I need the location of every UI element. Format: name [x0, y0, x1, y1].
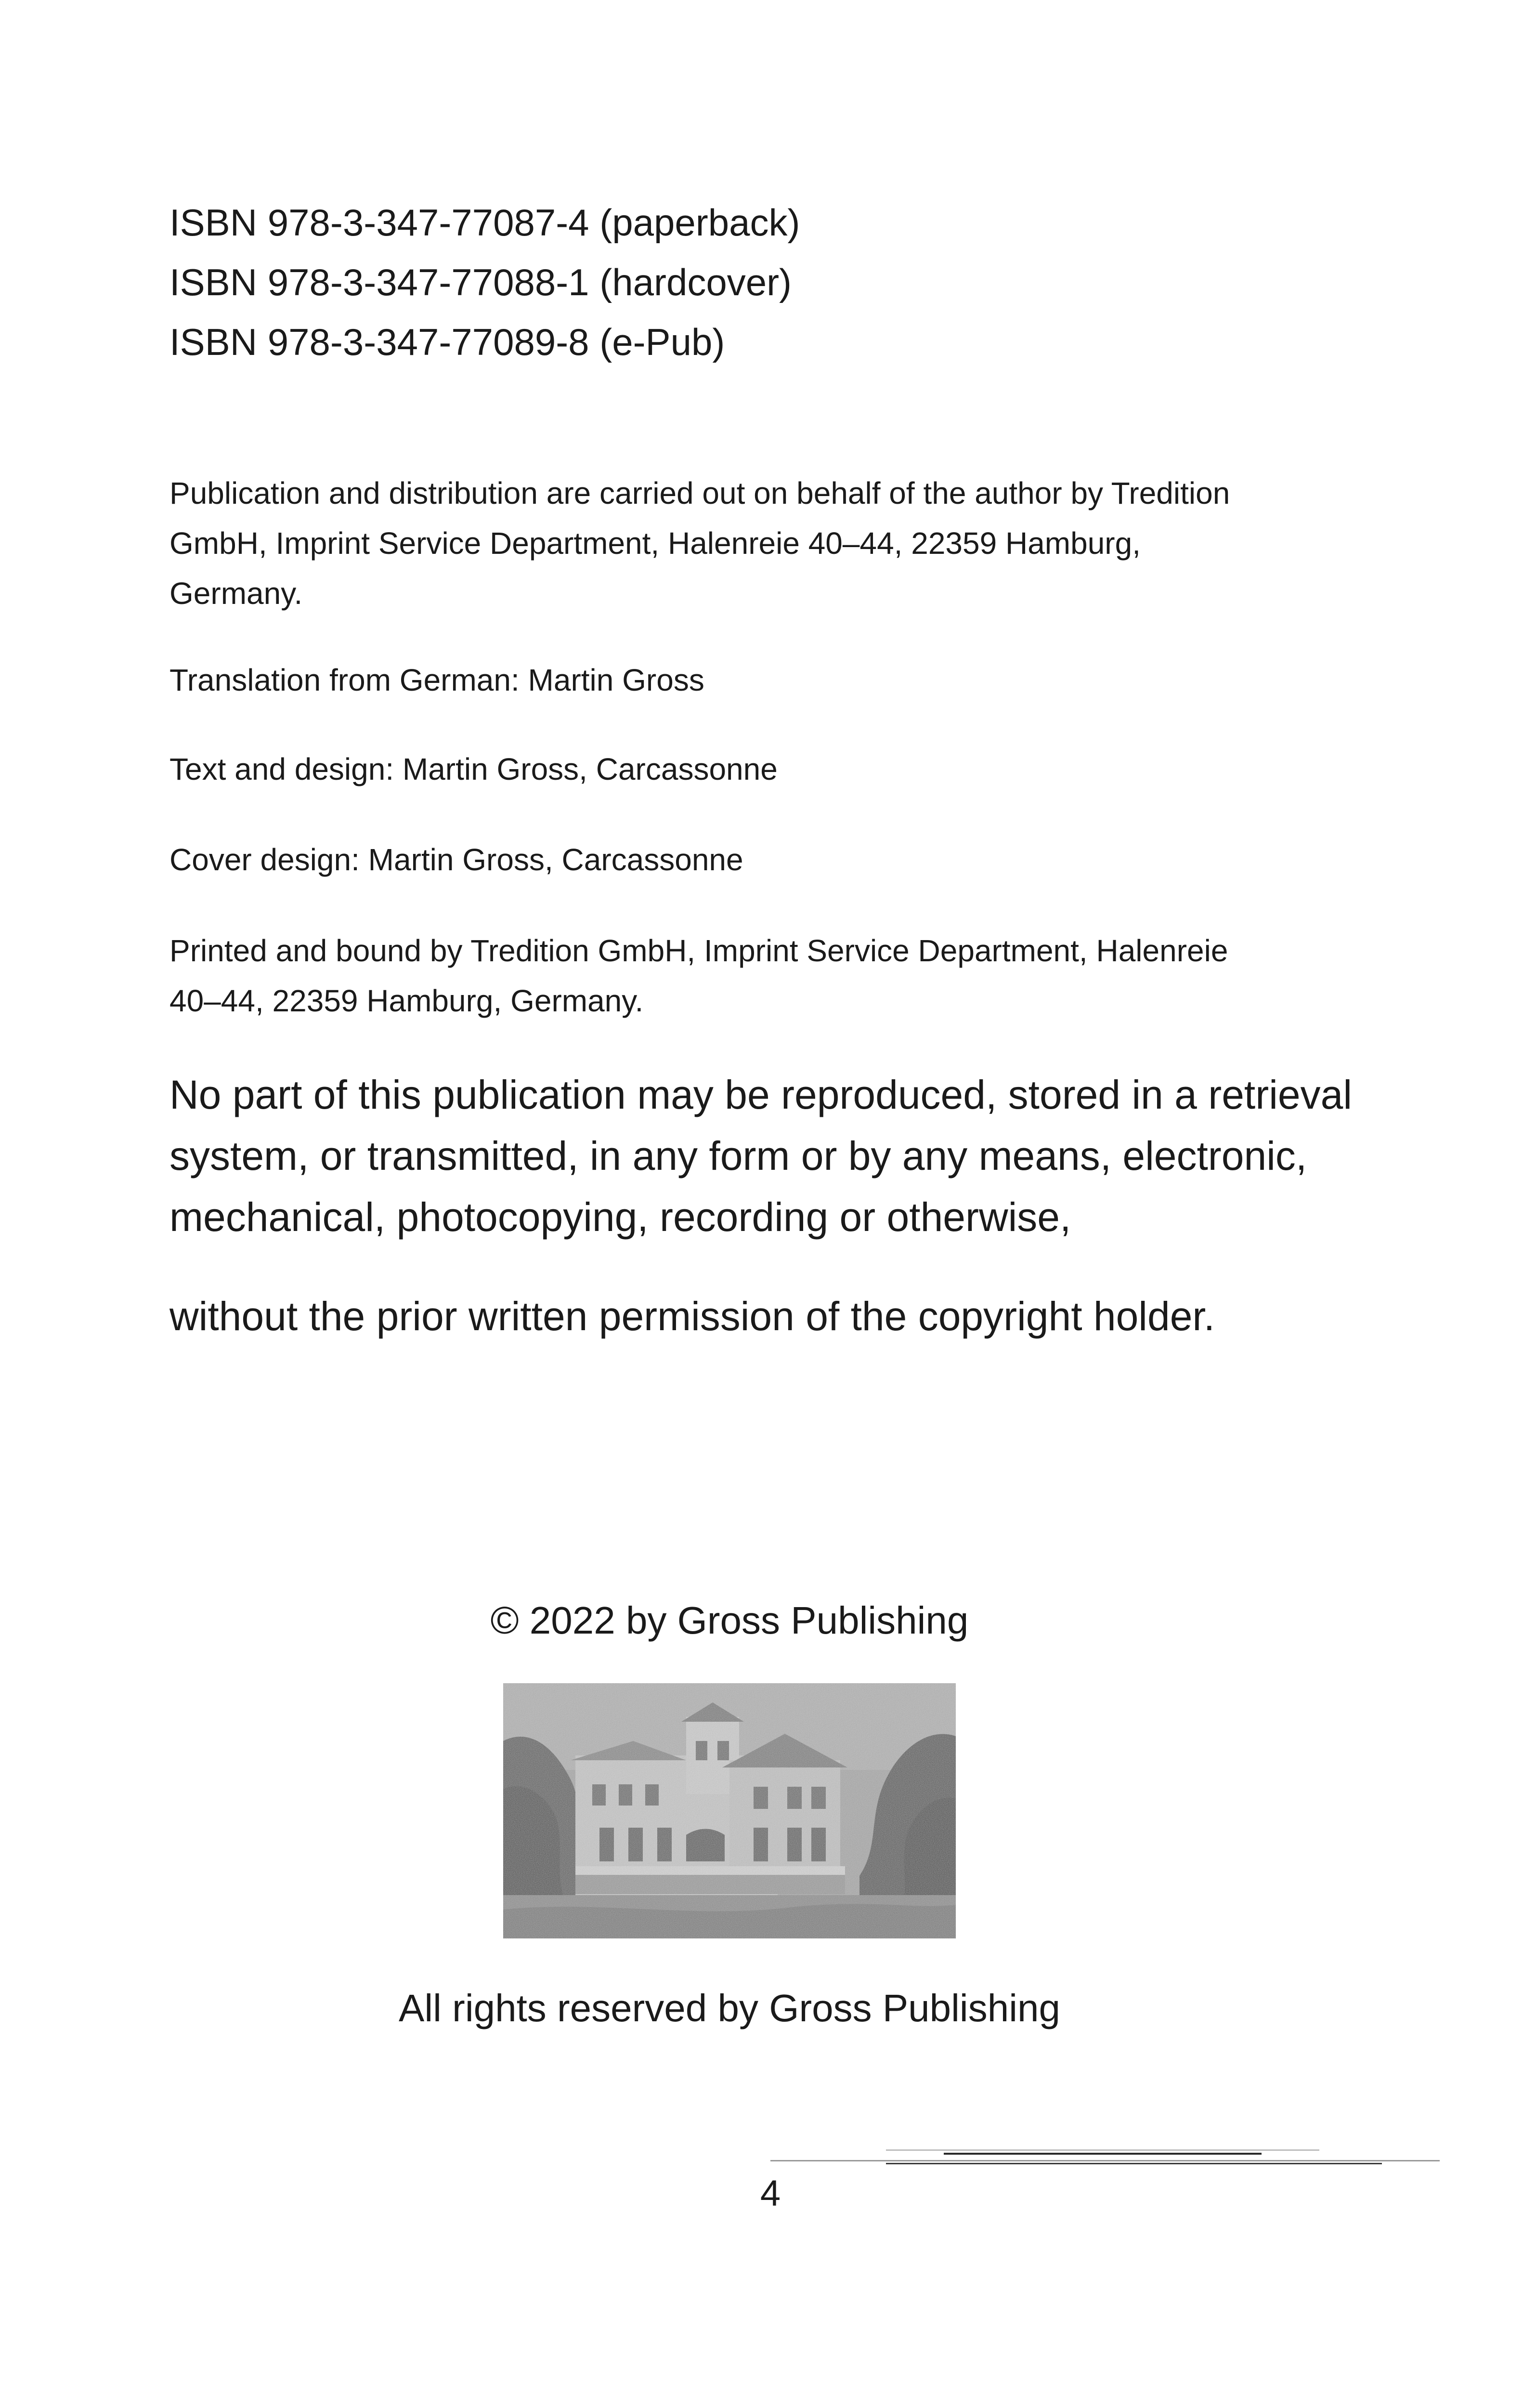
- printer-notice: Printed and bound by Tredition GmbH, Imprint Service Department, Halenreie 40–44, 22359 Hamburg, Germany.: [169, 933, 1228, 1018]
- footer-rule: [886, 2163, 1382, 2164]
- text-design-credit: Text and design: Martin Gross, Carcassonne: [169, 752, 778, 786]
- translation-credit: Translation from German: Martin Gross: [169, 663, 704, 697]
- footer-rule: [944, 2153, 1262, 2155]
- isbn-hardcover: ISBN 978-3-347-77088-1 (hardcover): [169, 261, 792, 303]
- publication-notice: Publication and distribution are carried out on behalf of the author by Tredition GmbH, Imprint Service Department, Halenreie 40–44, 22359 Hamburg, Germany.: [169, 476, 1230, 611]
- villa-photo: [503, 1683, 956, 1938]
- footer-rule: [770, 2160, 1440, 2161]
- all-rights-notice: All rights reserved by Gross Publishing: [399, 1987, 1060, 2029]
- isbn-list: [169, 193, 800, 372]
- page-number: 4: [760, 2173, 781, 2214]
- rights-statement: No part of this publication may be reproduced, stored in a retrieval system, or transmitted, in any form or by any means, electronic, mechanical, photocopying, recording or otherwise,: [169, 1072, 1352, 1240]
- isbn-epub: ISBN 978-3-347-77089-8 (e-Pub): [169, 321, 725, 363]
- footer-rule: [886, 2149, 1319, 2151]
- cover-design-credit: Cover design: Martin Gross, Carcassonne: [169, 842, 743, 877]
- rights-statement-end: without the prior written permission of the copyright holder.: [169, 1294, 1215, 1339]
- isbn-paperback: ISBN 978-3-347-77087-4 (paperback): [169, 201, 800, 244]
- copyright-notice: © 2022 by Gross Publishing: [490, 1599, 969, 1642]
